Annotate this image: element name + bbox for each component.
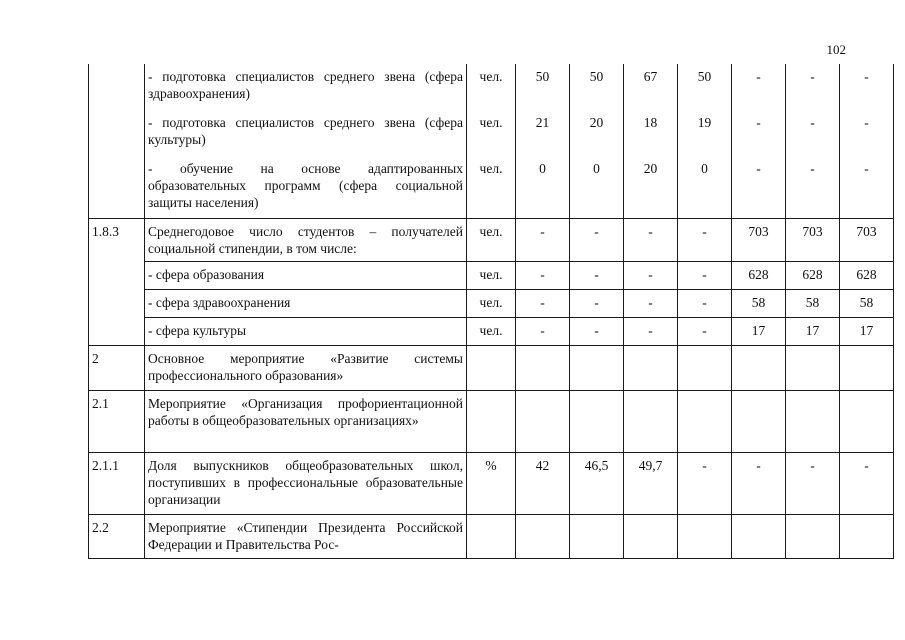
row-value — [624, 345, 678, 390]
row-value — [678, 390, 732, 452]
row-value: 58 — [840, 289, 894, 317]
row-value: - — [840, 64, 894, 110]
row-value — [786, 514, 840, 558]
row-value: - — [570, 218, 624, 261]
row-value: - — [786, 452, 840, 514]
row-value: 50 — [678, 64, 732, 110]
row-value: 58 — [732, 289, 786, 317]
row-value: 20 — [570, 110, 624, 156]
row-value — [516, 390, 570, 452]
row-value — [786, 345, 840, 390]
row-value: - — [678, 218, 732, 261]
row-value: - — [732, 64, 786, 110]
row-value — [624, 390, 678, 452]
row-text: Основное мероприятие «Развитие системы профессионального образования» — [145, 345, 467, 390]
row-value: - — [840, 156, 894, 218]
row-value: - — [624, 289, 678, 317]
row-value: 703 — [786, 218, 840, 261]
row-value: 628 — [840, 261, 894, 289]
row-text: - сфера здравоохранения — [145, 289, 467, 317]
row-value: 703 — [840, 218, 894, 261]
row-value — [840, 390, 894, 452]
page-number: 102 — [826, 42, 846, 57]
row-value: 58 — [786, 289, 840, 317]
row-unit: % — [467, 452, 516, 514]
row-text: Доля выпускников общеобразовательных школ, поступивших в профессиональные образовательные организации — [145, 452, 467, 514]
row-value: - — [516, 261, 570, 289]
row-text: Среднегодовое число студентов – получателей социальной стипендии, в том числе: — [145, 218, 467, 261]
row-value: 17 — [840, 317, 894, 345]
row-value: - — [786, 156, 840, 218]
row-value: 42 — [516, 452, 570, 514]
table-row — [89, 345, 894, 390]
row-value — [570, 345, 624, 390]
row-value: 50 — [516, 64, 570, 110]
row-value — [786, 390, 840, 452]
row-value: - — [624, 261, 678, 289]
row-value — [516, 514, 570, 558]
row-value: 19 — [678, 110, 732, 156]
row-value: - — [570, 261, 624, 289]
row-text: - обучение на основе адаптированных образовательных программ (сфера социальной защиты населения) — [145, 156, 467, 218]
row-value — [732, 390, 786, 452]
row-value: - — [840, 110, 894, 156]
row-text: - подготовка специалистов среднего звена (сфера здравоохранения) — [145, 64, 467, 110]
row-value: 628 — [786, 261, 840, 289]
row-value: 18 — [624, 110, 678, 156]
row-code: 1.8.3 — [89, 218, 145, 261]
row-value: - — [516, 289, 570, 317]
row-value — [516, 345, 570, 390]
row-value: - — [516, 218, 570, 261]
row-text: Мероприятие «Организация профориентационной работы в общеобразовательных организациях» — [145, 390, 467, 452]
table-row — [89, 390, 894, 452]
row-text: - сфера образования — [145, 261, 467, 289]
row-unit — [467, 514, 516, 558]
indicators-table — [88, 64, 894, 559]
row-code: 2.1 — [89, 390, 145, 452]
row-code — [89, 64, 145, 110]
row-unit: чел. — [467, 110, 516, 156]
row-code: 2.2 — [89, 514, 145, 558]
row-value: - — [570, 317, 624, 345]
row-value: 703 — [732, 218, 786, 261]
row-value: 17 — [732, 317, 786, 345]
table-row — [89, 514, 894, 558]
table-row — [89, 64, 894, 110]
row-value — [570, 514, 624, 558]
row-value: - — [786, 110, 840, 156]
row-code: 2 — [89, 345, 145, 390]
row-value — [624, 514, 678, 558]
row-unit: чел. — [467, 317, 516, 345]
row-value — [678, 514, 732, 558]
row-value — [570, 390, 624, 452]
row-value: 0 — [516, 156, 570, 218]
row-value — [678, 345, 732, 390]
table-row — [89, 218, 894, 261]
row-value: - — [570, 289, 624, 317]
table-row — [89, 261, 894, 289]
table-row — [89, 110, 894, 156]
row-value: 0 — [678, 156, 732, 218]
row-value: 50 — [570, 64, 624, 110]
row-unit: чел. — [467, 261, 516, 289]
row-code — [89, 110, 145, 156]
row-unit: чел. — [467, 289, 516, 317]
row-value: - — [678, 452, 732, 514]
row-value: - — [678, 289, 732, 317]
table-row — [89, 156, 894, 218]
row-code — [89, 156, 145, 218]
row-value: - — [840, 452, 894, 514]
row-value: 67 — [624, 64, 678, 110]
row-code — [89, 261, 145, 289]
row-value: - — [732, 110, 786, 156]
row-value: 46,5 — [570, 452, 624, 514]
row-text: - подготовка специалистов среднего звена (сфера культуры) — [145, 110, 467, 156]
row-value: - — [516, 317, 570, 345]
row-value: - — [678, 261, 732, 289]
table-row — [89, 317, 894, 345]
row-value: - — [624, 317, 678, 345]
row-value — [840, 345, 894, 390]
row-value: - — [678, 317, 732, 345]
row-value — [732, 514, 786, 558]
row-value: 0 — [570, 156, 624, 218]
table-row — [89, 289, 894, 317]
row-code: 2.1.1 — [89, 452, 145, 514]
row-value: 21 — [516, 110, 570, 156]
row-unit: чел. — [467, 218, 516, 261]
row-code — [89, 289, 145, 317]
row-text: - сфера культуры — [145, 317, 467, 345]
row-value — [840, 514, 894, 558]
row-value: - — [732, 452, 786, 514]
row-value: 17 — [786, 317, 840, 345]
row-value — [732, 345, 786, 390]
row-value: 628 — [732, 261, 786, 289]
row-text: Мероприятие «Стипендии Президента Российской Федерации и Правительства Рос- — [145, 514, 467, 558]
row-unit: чел. — [467, 156, 516, 218]
row-value: - — [624, 218, 678, 261]
row-value: - — [786, 64, 840, 110]
row-value: 20 — [624, 156, 678, 218]
row-code — [89, 317, 145, 345]
row-unit — [467, 390, 516, 452]
row-value: - — [732, 156, 786, 218]
table-row — [89, 452, 894, 514]
row-value: 49,7 — [624, 452, 678, 514]
row-unit — [467, 345, 516, 390]
row-unit: чел. — [467, 64, 516, 110]
